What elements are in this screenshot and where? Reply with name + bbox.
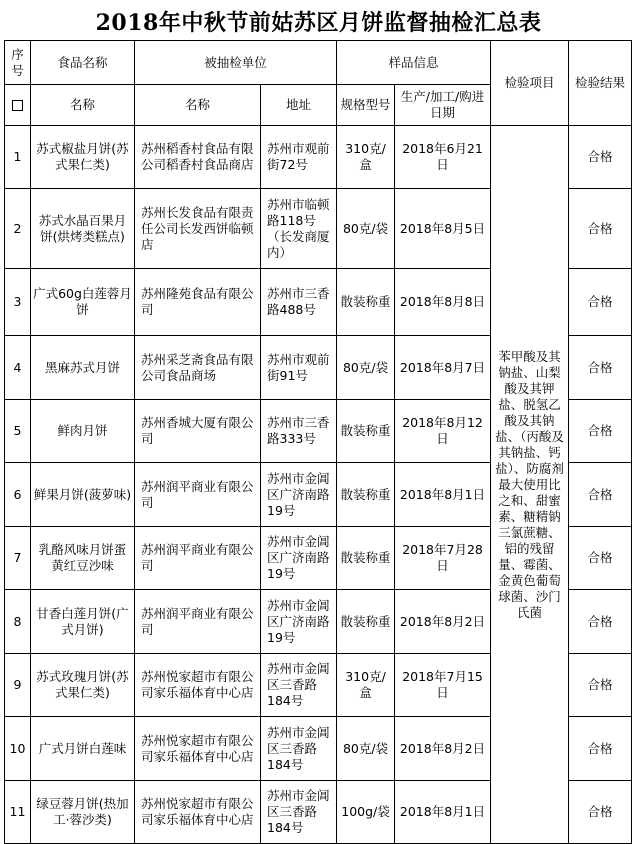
row-no: 10 bbox=[5, 717, 31, 781]
row-address: 苏州市三香路488号 bbox=[261, 269, 337, 336]
row-date: 2018年8月2日 bbox=[395, 717, 491, 781]
row-no: 9 bbox=[5, 654, 31, 717]
row-date: 2018年8月7日 bbox=[395, 336, 491, 400]
header-seq-checkbox bbox=[5, 85, 31, 126]
row-no: 8 bbox=[5, 590, 31, 654]
row-result: 合格 bbox=[569, 126, 632, 189]
row-result: 合格 bbox=[569, 654, 632, 717]
row-result: 合格 bbox=[569, 336, 632, 400]
row-address: 苏州市金阊区三香路184号 bbox=[261, 781, 337, 844]
header-unit-address: 地址 bbox=[261, 85, 337, 126]
row-spec: 100g/袋 bbox=[337, 781, 395, 844]
row-address: 苏州市金阊区广济南路19号 bbox=[261, 590, 337, 654]
header-row-1 bbox=[5, 41, 632, 85]
row-unit: 苏州悦家超市有限公司家乐福体育中心店 bbox=[135, 717, 261, 781]
row-food: 广式60g白莲蓉月饼 bbox=[31, 269, 135, 336]
row-food: 黑麻苏式月饼 bbox=[31, 336, 135, 400]
row-spec: 散装称重 bbox=[337, 590, 395, 654]
row-food: 苏式水晶百果月饼(烘烤类糕点) bbox=[31, 189, 135, 269]
row-spec: 散装称重 bbox=[337, 269, 395, 336]
row-food: 苏式椒盐月饼(苏式果仁类) bbox=[31, 126, 135, 189]
checkbox-icon bbox=[12, 100, 23, 111]
row-food: 鲜果月饼(菠萝味) bbox=[31, 463, 135, 527]
row-address: 苏州市金阊区三香路184号 bbox=[261, 654, 337, 717]
row-food: 乳酪风味月饼蛋黄红豆沙味 bbox=[31, 527, 135, 590]
row-result: 合格 bbox=[569, 269, 632, 336]
header-unit-name: 名称 bbox=[135, 85, 261, 126]
row-result: 合格 bbox=[569, 590, 632, 654]
row-spec: 散装称重 bbox=[337, 463, 395, 527]
row-date: 2018年8月5日 bbox=[395, 189, 491, 269]
row-food: 鲜肉月饼 bbox=[31, 400, 135, 463]
row-date: 2018年8月1日 bbox=[395, 781, 491, 844]
row-spec: 80克/袋 bbox=[337, 189, 395, 269]
row-unit: 苏州采芝斋食品有限公司食品商场 bbox=[135, 336, 261, 400]
row-result: 合格 bbox=[569, 189, 632, 269]
row-spec: 散装称重 bbox=[337, 400, 395, 463]
row-address: 苏州市金阊区三香路184号 bbox=[261, 717, 337, 781]
test-items-cell: 苯甲酸及其钠盐、山梨酸及其钾盐、脱氢乙酸及其钠盐、（丙酸及其钠盐、钙盐）、防腐剂最大使用比之和、甜蜜素、糖精钠三氯蔗糖、铝的残留量、霉菌、金黄色葡萄球菌、沙门氏菌 bbox=[491, 126, 569, 844]
row-food: 苏式玫瑰月饼(苏式果仁类) bbox=[31, 654, 135, 717]
header-sample-info: 样品信息 bbox=[337, 41, 491, 85]
table-row bbox=[5, 126, 632, 189]
row-unit: 苏州润平商业有限公司 bbox=[135, 463, 261, 527]
row-no: 3 bbox=[5, 269, 31, 336]
row-no: 4 bbox=[5, 336, 31, 400]
row-date: 2018年8月12日 bbox=[395, 400, 491, 463]
header-inspected-unit: 被抽检单位 bbox=[135, 41, 337, 85]
row-date: 2018年8月2日 bbox=[395, 590, 491, 654]
header-result: 检验结果 bbox=[569, 41, 632, 126]
row-address: 苏州市观前街91号 bbox=[261, 336, 337, 400]
row-result: 合格 bbox=[569, 463, 632, 527]
row-spec: 310克/盒 bbox=[337, 126, 395, 189]
row-food: 绿豆蓉月饼(热加工·蓉沙类) bbox=[31, 781, 135, 844]
row-address: 苏州市临顿路118号（长发商厦内） bbox=[261, 189, 337, 269]
row-date: 2018年7月28日 bbox=[395, 527, 491, 590]
row-address: 苏州市观前街72号 bbox=[261, 126, 337, 189]
header-spec: 规格型号 bbox=[337, 85, 395, 126]
row-no: 6 bbox=[5, 463, 31, 527]
header-food-name-group: 食品名称 bbox=[31, 41, 135, 85]
row-spec: 310克/盒 bbox=[337, 654, 395, 717]
row-no: 5 bbox=[5, 400, 31, 463]
row-date: 2018年8月8日 bbox=[395, 269, 491, 336]
row-address: 苏州市金阊区广济南路19号 bbox=[261, 463, 337, 527]
row-unit: 苏州悦家超市有限公司家乐福体育中心店 bbox=[135, 654, 261, 717]
row-result: 合格 bbox=[569, 400, 632, 463]
row-food: 广式月饼白莲味 bbox=[31, 717, 135, 781]
row-unit: 苏州长发食品有限责任公司长发西饼临顿店 bbox=[135, 189, 261, 269]
row-date: 2018年7月15日 bbox=[395, 654, 491, 717]
row-spec: 80克/袋 bbox=[337, 717, 395, 781]
row-food: 甘香白莲月饼(广式月饼) bbox=[31, 590, 135, 654]
page-title: 2018年中秋节前姑苏区月饼监督抽检汇总表 bbox=[95, 10, 542, 36]
row-spec: 散装称重 bbox=[337, 527, 395, 590]
row-date: 2018年6月21日 bbox=[395, 126, 491, 189]
row-spec: 80克/袋 bbox=[337, 336, 395, 400]
row-unit: 苏州香城大厦有限公司 bbox=[135, 400, 261, 463]
row-no: 11 bbox=[5, 781, 31, 844]
header-seq: 序号 bbox=[5, 41, 31, 85]
row-date: 2018年8月1日 bbox=[395, 463, 491, 527]
row-unit: 苏州润平商业有限公司 bbox=[135, 590, 261, 654]
header-food-name: 名称 bbox=[31, 85, 135, 126]
row-result: 合格 bbox=[569, 717, 632, 781]
row-address: 苏州市三香路333号 bbox=[261, 400, 337, 463]
row-unit: 苏州润平商业有限公司 bbox=[135, 527, 261, 590]
row-address: 苏州市金阊区广济南路19号 bbox=[261, 527, 337, 590]
header-test-items: 检验项目 bbox=[491, 41, 569, 126]
row-result: 合格 bbox=[569, 781, 632, 844]
row-no: 2 bbox=[5, 189, 31, 269]
row-unit: 苏州悦家超市有限公司家乐福体育中心店 bbox=[135, 781, 261, 844]
row-result: 合格 bbox=[569, 527, 632, 590]
row-unit: 苏州稻香村食品有限公司稻香村食品商店 bbox=[135, 126, 261, 189]
header-date: 生产/加工/购进日期 bbox=[395, 85, 491, 126]
inspection-table bbox=[4, 40, 632, 844]
row-unit: 苏州隆苑食品有限公司 bbox=[135, 269, 261, 336]
row-no: 7 bbox=[5, 527, 31, 590]
row-no: 1 bbox=[5, 126, 31, 189]
